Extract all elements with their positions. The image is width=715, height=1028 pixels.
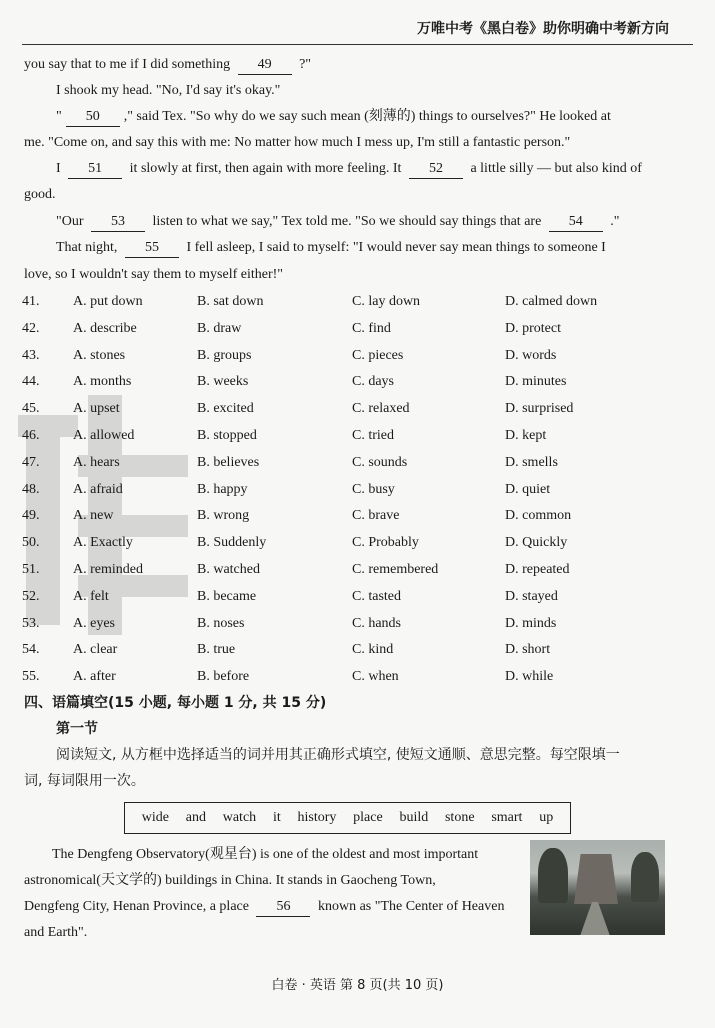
word-box-item: build: [399, 810, 429, 825]
word-box-item: wide: [141, 810, 169, 825]
question-number: 55.: [22, 669, 40, 685]
blank-54: 54: [549, 213, 603, 232]
option-d: D. minutes: [505, 374, 567, 390]
option-c: C. tasted: [352, 588, 401, 604]
passage-line-9: love, so I wouldn't say them to myself either!": [24, 267, 284, 282]
option-row: [0, 372, 715, 392]
option-d: D. quiet: [505, 481, 551, 497]
option-row: [0, 453, 715, 473]
word-box-item: history: [297, 810, 337, 825]
option-a: A. stones: [73, 347, 126, 363]
page-header: 万唯中考《黑白卷》助你明确中考新方向: [417, 21, 669, 37]
option-row: [0, 399, 715, 419]
option-c: C. brave: [352, 508, 400, 524]
option-c: C. lay down: [352, 294, 421, 309]
option-b: B. draw: [197, 320, 242, 336]
passage2-line-3: Dengfeng City, Henan Province, a place 56 known as "The Center of Heaven: [24, 898, 504, 917]
option-d: D. common: [505, 508, 572, 524]
option-b: B. wrong: [197, 508, 250, 524]
option-a: A. after: [73, 669, 116, 685]
section-subheading: 第一节: [56, 721, 98, 737]
option-c: C. tried: [352, 428, 394, 443]
option-b: B. groups: [197, 347, 252, 363]
option-b: B. excited: [197, 401, 254, 417]
blank-51: 51: [68, 160, 122, 179]
option-b: B. noses: [197, 615, 245, 631]
option-a: A. reminded: [73, 562, 143, 577]
header-divider: [22, 44, 693, 45]
blank-56: 56: [256, 898, 310, 917]
option-row: [0, 533, 715, 553]
option-c: C. relaxed: [352, 401, 410, 417]
option-row: [0, 319, 715, 339]
option-d: D. Quickly: [505, 535, 568, 551]
word-box: [124, 802, 571, 834]
passage-line-8: That night, 55 I fell asleep, I said to myself: "I would never say mean things to someone I: [56, 239, 606, 258]
question-number: 48.: [22, 481, 40, 497]
passage-line-4: me. "Come on, and say this with me: No matter how much I mess up, I'm still a fantastic person.": [24, 135, 571, 150]
option-row: [0, 560, 715, 580]
option-row: [0, 640, 715, 660]
option-a: A. upset: [73, 401, 120, 417]
blank-53: 53: [91, 213, 145, 232]
option-b: B. happy: [197, 481, 248, 497]
option-c: C. when: [352, 669, 399, 685]
passage2-line-4: and Earth".: [24, 925, 88, 940]
instruction-line-1: 阅读短文, 从方框中选择适当的词并用其正确形式填空, 使短文通顺、意思完整。每空限填一: [56, 747, 620, 763]
option-c: C. sounds: [352, 454, 408, 470]
observatory-photo: [530, 840, 665, 935]
option-a: A. describe: [73, 320, 137, 336]
option-b: B. sat down: [197, 294, 264, 309]
option-b: B. believes: [197, 454, 260, 470]
option-b: B. true: [197, 642, 236, 658]
option-d: D. smells: [505, 454, 558, 470]
option-d: D. stayed: [505, 588, 558, 604]
question-number: 49.: [22, 508, 40, 524]
option-a: A. hears: [73, 454, 120, 470]
option-d: D. short: [505, 642, 551, 658]
path-shape: [580, 902, 610, 935]
option-d: D. while: [505, 669, 554, 685]
option-c: C. days: [352, 374, 394, 390]
question-number: 43.: [22, 347, 40, 363]
page-footer: 白卷 · 英语 第 8 页(共 10 页): [271, 978, 444, 993]
question-number: 46.: [22, 428, 40, 443]
option-b: B. watched: [197, 562, 260, 577]
option-a: A. afraid: [73, 481, 123, 497]
option-a: A. clear: [73, 642, 118, 658]
option-d: D. kept: [505, 428, 547, 443]
passage-line-1: you say that to me if I did something 49 ?": [24, 56, 311, 75]
word-box-item: up: [539, 810, 554, 825]
word-box-item: and: [185, 810, 206, 825]
question-number: 41.: [22, 294, 40, 309]
option-b: B. before: [197, 669, 250, 685]
blank-50: 50: [66, 108, 120, 127]
tree-shape: [538, 848, 568, 903]
passage-line-3: " 50 ," said Tex. "So why do we say such mean (刻薄的) things to ourselves?" He looked at: [56, 108, 611, 127]
option-d: D. words: [505, 347, 557, 363]
option-a: A. new: [73, 508, 114, 524]
word-box-item: smart: [491, 810, 523, 825]
option-d: D. surprised: [505, 401, 574, 417]
option-a: A. allowed: [73, 428, 135, 443]
option-c: C. pieces: [352, 347, 404, 363]
observatory-tower-shape: [574, 854, 618, 904]
option-b: B. stopped: [197, 428, 257, 443]
question-number: 54.: [22, 642, 40, 658]
option-a: A. months: [73, 374, 132, 390]
option-c: C. Probably: [352, 535, 419, 551]
option-d: D. minds: [505, 615, 557, 631]
option-row: [0, 480, 715, 500]
word-box-item: place: [353, 810, 383, 825]
option-c: C. busy: [352, 481, 395, 497]
passage2-line-2: astronomical(天文学的) buildings in China. It stands in Gaocheng Town,: [24, 873, 436, 888]
instruction-line-2: 词, 每词限用一次。: [24, 773, 145, 789]
blank-52: 52: [409, 160, 463, 179]
option-b: B. became: [197, 588, 257, 604]
passage2-line-1: The Dengfeng Observatory(观星台) is one of the oldest and most important: [52, 847, 479, 862]
passage-line-6: good.: [24, 187, 56, 202]
option-c: C. find: [352, 320, 391, 336]
question-number: 50.: [22, 535, 40, 551]
passage-line-7: "Our 53 listen to what we say," Tex told me. "So we should say things that are 54 .": [56, 213, 620, 232]
passage-line-2: I shook my head. "No, I'd say it's okay.": [56, 83, 281, 98]
question-number: 42.: [22, 320, 40, 336]
option-d: D. repeated: [505, 562, 570, 577]
option-c: C. kind: [352, 642, 394, 658]
section-heading: 四、语篇填空(15 小题, 每小题 1 分, 共 15 分): [24, 695, 327, 711]
question-number: 47.: [22, 454, 40, 470]
option-a: A. eyes: [73, 615, 115, 631]
question-number: 52.: [22, 588, 40, 604]
option-d: D. calmed down: [505, 294, 598, 309]
question-number: 51.: [22, 562, 40, 577]
option-row: [0, 587, 715, 607]
option-a: A. felt: [73, 588, 109, 604]
passage-line-5: I 51 it slowly at first, then again with more feeling. It 52 a little silly — but also kind of: [56, 160, 642, 179]
option-row: [0, 346, 715, 366]
option-b: B. Suddenly: [197, 535, 267, 551]
option-b: B. weeks: [197, 374, 249, 390]
question-number: 44.: [22, 374, 40, 390]
option-row: [0, 506, 715, 526]
option-row: [0, 667, 715, 687]
word-box-item: stone: [444, 810, 475, 825]
word-box-item: watch: [222, 810, 257, 825]
option-a: A. Exactly: [73, 535, 133, 551]
option-c: C. remembered: [352, 562, 439, 577]
question-number: 53.: [22, 615, 40, 631]
option-d: D. protect: [505, 320, 561, 336]
blank-49: 49: [238, 56, 292, 75]
blank-55: 55: [125, 239, 179, 258]
option-a: A. put down: [73, 294, 143, 309]
question-number: 45.: [22, 401, 40, 417]
word-box-item: it: [272, 810, 281, 825]
option-row: [0, 426, 715, 446]
tree-shape: [631, 852, 659, 902]
option-c: C. hands: [352, 615, 401, 631]
option-row: [0, 614, 715, 634]
option-row: [0, 292, 715, 312]
